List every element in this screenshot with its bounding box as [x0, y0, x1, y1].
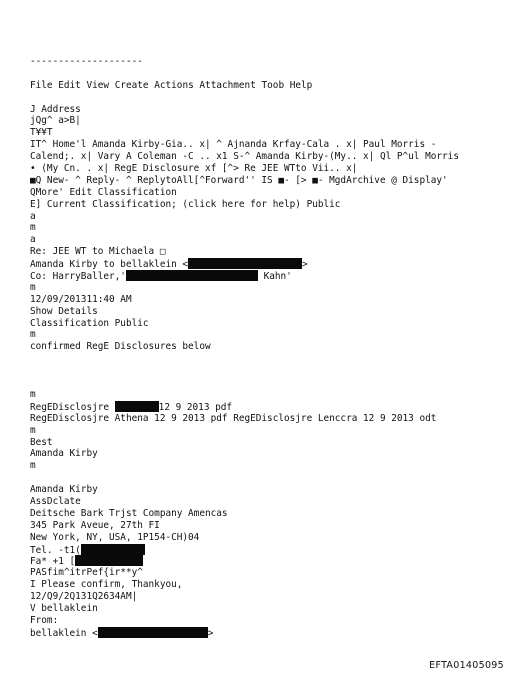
- closing-name: Amanda Kirby: [30, 448, 98, 460]
- menu-attachment[interactable]: Attachment: [199, 79, 256, 91]
- menu-actions[interactable]: Actions: [154, 79, 194, 91]
- reply-sender: V bellaklein: [30, 602, 98, 614]
- menu-help[interactable]: Help: [289, 79, 313, 91]
- ocr-fragment: m: [30, 281, 36, 293]
- from-line: Amanda Kirby to bellaklein < >: [30, 259, 308, 271]
- document-id-footer: EFTA01405095: [429, 660, 504, 671]
- redaction-box: [188, 258, 302, 269]
- from-label: From:: [30, 614, 59, 626]
- redaction-box: [98, 627, 208, 638]
- ocr-fragment: a: [30, 210, 36, 222]
- signature-title: AssDclate: [30, 495, 81, 507]
- signature-fax: Fa* +1 [: [30, 555, 500, 567]
- menu-edit[interactable]: Edit: [58, 79, 81, 91]
- separator-line: --------------------: [30, 56, 143, 67]
- ocr-fragment: m: [30, 388, 36, 400]
- classification-line: Classification Public: [30, 317, 149, 329]
- closing-best: Best: [30, 436, 53, 448]
- menu-bar: [30, 80, 500, 92]
- more-edit-classification: QMore' Edit Classification: [30, 186, 177, 198]
- ocr-fragment: a: [30, 234, 36, 246]
- address-label: J Address: [30, 103, 81, 115]
- redaction-box: [115, 401, 159, 412]
- show-details-link[interactable]: Show Details: [30, 305, 98, 317]
- current-classification: E] Current Classification; (click here for help) Public: [30, 198, 341, 210]
- reply-text: I Please confirm, Thankyou,: [30, 579, 183, 591]
- email-body-line: confirmed RegE Disclosures below: [30, 341, 211, 353]
- address-value: jQg^ a>B|: [30, 115, 81, 127]
- cc-line: Co: HarryBaller,' Kahn': [30, 271, 292, 283]
- toolbar-text: T¥¥T: [30, 127, 53, 139]
- ocr-fragment: m: [30, 460, 36, 472]
- redaction-box: [126, 270, 258, 281]
- ocr-fragment: m: [30, 222, 36, 234]
- attachment-line-2: RegEDisclosjre Athena 12 9 2013 pdf RegEDisclosjre Lenccra 12 9 2013 odt: [30, 412, 437, 424]
- redaction-box: [81, 544, 145, 555]
- email-printout: [30, 56, 500, 639]
- tab-strip-line-3: • (My Cn. . x| RegE Disclosure xf [^> Re JEE WTto Vii.. x|: [30, 163, 358, 175]
- redaction-box: [75, 555, 143, 566]
- signature-name: Amanda Kirby: [30, 484, 98, 496]
- attachment-line-1: RegEDisclosjre 12 9 2013 pdf: [30, 401, 233, 413]
- tab-strip-line-2: Calend;. x| Vary A Coleman -C .. x1 S-^ Amanda Kirby-(My.. x| Ql P^ul Morris: [30, 151, 459, 163]
- signature-address: 345 Park Aveue, 27th FI: [30, 519, 160, 531]
- signature-city: New York, NY, USA, 1P154-CH)04: [30, 531, 200, 543]
- menu-file[interactable]: File: [30, 79, 53, 91]
- menu-toob[interactable]: Toob: [261, 79, 285, 91]
- signature-company: Deitsche Bark Trjst Company Amencas: [30, 507, 228, 519]
- email-subject: Re: JEE WT to Michaela □: [30, 246, 166, 258]
- from-address-line: bellaklein < >: [30, 627, 214, 639]
- reply-timestamp: 12/Q9/2Q131Q2634AM|: [30, 591, 138, 603]
- ocr-fragment: m: [30, 424, 36, 436]
- email-timestamp: 12/09/201311:40 AM: [30, 293, 132, 305]
- action-toolbar: ■Q New- ^ Reply- ^ ReplytoAll[^Forward'' IS ■- [> ■- MgdArchive @ Display': [30, 174, 448, 186]
- ocr-fragment: PASfim^itrPef{ir**y^: [30, 567, 143, 579]
- menu-view[interactable]: View: [86, 79, 110, 91]
- ocr-fragment: m: [30, 329, 36, 341]
- menu-create[interactable]: Create: [114, 79, 149, 91]
- signature-tel: Tel. -t1(: [30, 544, 500, 556]
- tab-strip-line-1: IT^ Home'l Amanda Kirby-Gia.. x| ^ Ajnanda Krfay-Cala . x| Paul Morris -: [30, 139, 437, 151]
